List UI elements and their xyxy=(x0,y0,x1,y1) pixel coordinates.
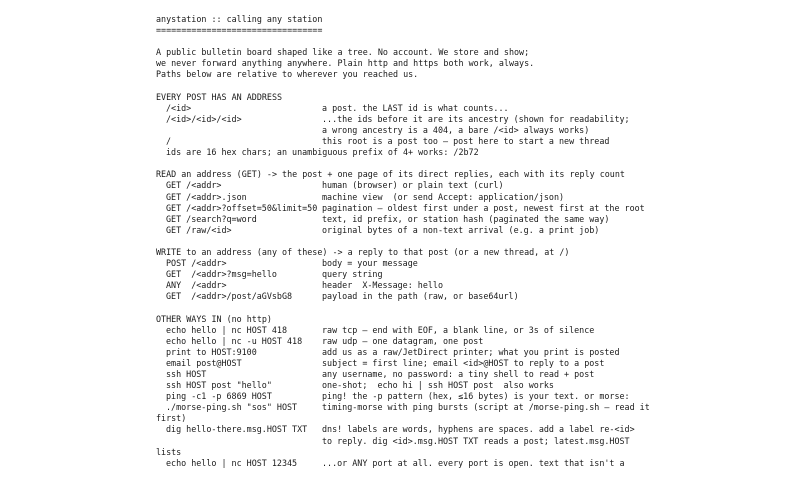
page-title: anystation :: calling any station xyxy=(156,14,323,24)
command: echo hello | nc -u HOST 418 xyxy=(166,335,303,346)
blank xyxy=(156,158,796,169)
wrap-line: first) xyxy=(156,413,187,424)
section-heading: WRITE to an address (any of these) -> a reply to that post (or a new thread, at /) xyxy=(156,246,570,257)
description: subject = first line; email <id>@HOST to reply to a post xyxy=(322,357,605,368)
doc-row xyxy=(156,424,796,435)
doc-row xyxy=(156,269,796,280)
blank xyxy=(156,236,796,247)
command: GET /search?q=word xyxy=(166,213,257,224)
command: print to HOST:9100 xyxy=(166,346,257,357)
doc-row xyxy=(156,369,796,380)
title-rule: ================================= xyxy=(156,25,323,36)
command: POST /<addr> xyxy=(166,258,227,269)
doc-row xyxy=(156,458,796,469)
command: ./morse-ping.sh "sos" HOST xyxy=(166,402,298,413)
doc-row xyxy=(156,180,796,191)
wrap-line: lists xyxy=(156,446,182,457)
command: GET /<addr>.json xyxy=(166,191,247,202)
description: this root is a post too — post here to start a new thread xyxy=(322,136,610,147)
description: any username, no password: a tiny shell to read + post xyxy=(322,369,595,379)
doc-row xyxy=(156,402,796,413)
section-heading: EVERY POST HAS AN ADDRESS xyxy=(156,91,283,102)
doc-row xyxy=(156,214,796,225)
description: payload in the path (raw, or base64url) xyxy=(322,291,519,302)
description: header X-Message: hello xyxy=(322,280,444,291)
section-heading: READ an address (GET) -> the post + one page of its direct replies, each with its reply count xyxy=(156,169,625,180)
doc-row xyxy=(156,225,796,236)
command: echo hello | nc HOST 12345 xyxy=(166,457,298,468)
description: raw tcp — end with EOF, a blank line, or 3s of silence xyxy=(322,324,595,335)
doc-row xyxy=(156,336,796,347)
doc-row xyxy=(156,258,796,269)
doc-row xyxy=(156,291,796,302)
doc-row xyxy=(156,436,796,447)
description: to reply. dig <id>.msg.HOST TXT reads a post; latest.msg.HOST xyxy=(322,435,630,446)
doc-row xyxy=(156,136,796,147)
doc-row xyxy=(156,280,796,291)
intro-line: A public bulletin board shaped like a tree. No account. We store and show; xyxy=(156,47,530,58)
command: / xyxy=(166,136,172,147)
blank xyxy=(156,81,796,92)
command: GET /<addr>/post/aGVsbG8 xyxy=(166,291,293,302)
command: GET /<addr>?msg=hello xyxy=(166,269,277,280)
description: a post. the LAST id is what counts... xyxy=(322,102,509,113)
description: one-shot; echo hi | ssh HOST post also works xyxy=(322,380,554,391)
command: email post@HOST xyxy=(166,357,242,368)
command: /<id>/<id>/<id> xyxy=(166,113,242,124)
description: a wrong ancestry is a 404, a bare /<id> always works) xyxy=(322,124,590,135)
command: ANY /<addr> xyxy=(166,280,227,291)
description: text, id prefix, or station hash (paginated the same way) xyxy=(322,213,610,224)
description: query string xyxy=(322,269,383,280)
description: human (browser) or plain text (curl) xyxy=(322,180,504,191)
note-line: ids are 16 hex chars; an unambiguous prefix of 4+ works: /2b72 xyxy=(166,147,479,158)
description: raw udp — one datagram, one post xyxy=(322,335,484,346)
blank xyxy=(156,302,796,313)
description: ping! the -p pattern (hex, ≤16 bytes) is your text. or morse: xyxy=(322,391,630,402)
doc-row xyxy=(156,391,796,402)
command: GET /raw/<id> xyxy=(166,224,232,235)
command: ssh HOST post "hello" xyxy=(166,380,272,391)
command: /<id> xyxy=(166,102,192,113)
command: GET /<addr> xyxy=(166,180,222,191)
command: echo hello | nc HOST 418 xyxy=(166,324,288,335)
command: dig hello-there.msg.HOST TXT xyxy=(166,424,308,435)
doc-row xyxy=(156,192,796,203)
bulletin-text xyxy=(156,14,796,469)
doc-row xyxy=(156,203,796,214)
command: GET /<addr>?offset=50&limit=50 xyxy=(166,202,318,213)
command: ping -c1 -p 6869 HOST xyxy=(166,391,272,402)
command: ssh HOST xyxy=(166,369,207,379)
section-heading: OTHER WAYS IN (no http) xyxy=(156,313,272,324)
description: machine view (or send Accept: application/json) xyxy=(322,191,565,202)
doc-row xyxy=(156,103,796,114)
intro-line: we never forward anything anywhere. Plain http and https both work, always. xyxy=(156,58,535,69)
intro-line: Paths below are relative to wherever you reached us. xyxy=(156,69,419,80)
description: body = your message xyxy=(322,258,418,269)
doc-row xyxy=(156,380,796,391)
description: dns! labels are words, hyphens are spaces. add a label re-<id> xyxy=(322,424,635,435)
doc-row xyxy=(156,125,796,136)
description: timing-morse with ping bursts (script at /morse-ping.sh — read it xyxy=(322,402,650,413)
description: ...or ANY port at all. every port is open. text that isn't a xyxy=(322,457,625,468)
doc-row xyxy=(156,325,796,336)
doc-row xyxy=(156,358,796,369)
description: ...the ids before it are its ancestry (shown for readability; xyxy=(322,113,630,124)
description: add us as a raw/JetDirect printer; what you print is posted xyxy=(322,346,620,357)
description: original bytes of a non-text arrival (e.g. a print job) xyxy=(322,224,600,235)
doc-row xyxy=(156,114,796,125)
doc-row xyxy=(156,347,796,358)
description: pagination — oldest first under a post, newest first at the root xyxy=(322,202,645,213)
blank xyxy=(156,36,796,47)
